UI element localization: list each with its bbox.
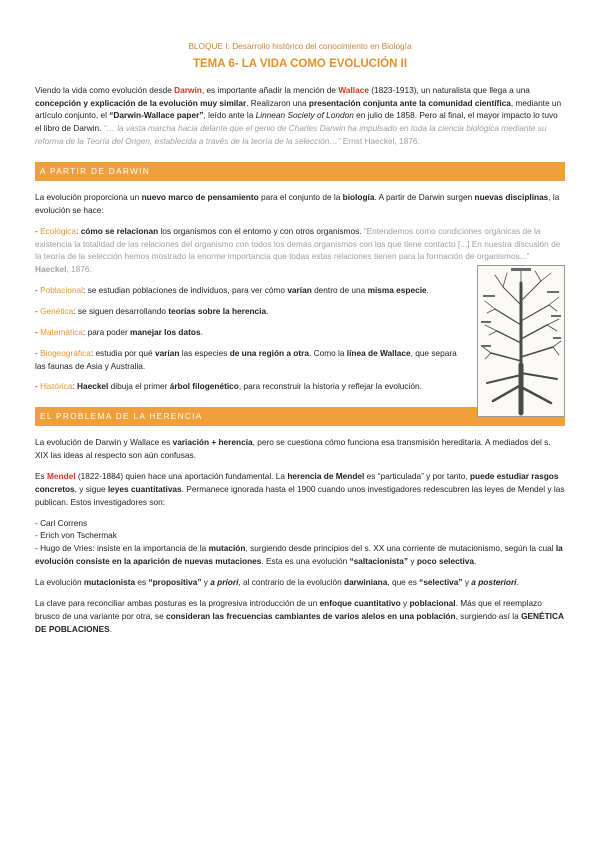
text: - Hugo de Vries: insiste en la importancia de la: [35, 543, 209, 554]
item-label: Matemática: [40, 326, 83, 337]
bold-text: manejar los datos: [130, 326, 201, 337]
text: , pero se cuestiona cómo funciona esa transmisión hereditaria. A mediados del s. XIX las ideas al respecto son aún confusas.: [35, 437, 551, 461]
text: , leído ante la: [203, 110, 256, 121]
bold-text: “saltacionista”: [349, 556, 409, 567]
bold-text: de una región a otra: [229, 347, 309, 358]
text: . Permanece ignorada hasta el 1900 cuando unos investigadores redescubren las leyes de Mendel y las publican. Estos investigadores son:: [35, 483, 565, 507]
bold-text: misma especie: [367, 285, 427, 296]
bold-text: nuevas disciplinas: [474, 191, 549, 202]
quote-citation: Ernst Haeckel, 1876.: [340, 136, 420, 147]
italic-text: Linnean Society of London: [255, 110, 354, 121]
text: los organismos con el entorno y con otros organismos.: [158, 225, 364, 236]
bold-text: poco selectiva: [416, 556, 475, 567]
intro-paragraph: [35, 84, 565, 148]
dash: -: [35, 285, 41, 296]
text: (1822-1884) quien hace una aportación fundamental. La: [75, 471, 288, 481]
text: , que separa las faunas de Asia y Australia.: [35, 347, 457, 371]
name-wallace: Wallace: [338, 84, 369, 95]
herencia-paragraph-mendel: [35, 470, 565, 509]
text: .: [109, 623, 112, 634]
text: .: [474, 556, 477, 567]
text: :: [72, 381, 77, 392]
text: dibuja el primer: [108, 381, 170, 392]
section-heading-herencia: EL PROBLEMA DE LA HERENCIA: [35, 407, 565, 426]
text: : se siguen desarrollando: [73, 305, 169, 316]
text: , la evolución se hace:: [35, 191, 560, 215]
dash: -: [35, 381, 41, 392]
darwin-intro-paragraph: [35, 191, 565, 217]
section-darwin: [35, 191, 565, 393]
name-darwin: Darwin: [174, 84, 202, 95]
bold-text: la evolución consiste en la aparición de nuevas mutaciones: [35, 543, 563, 567]
text: , surgiendo así la: [455, 610, 522, 621]
text: La evolución de Darwin y Wallace es: [35, 437, 173, 448]
list-item: [35, 542, 565, 568]
bold-text: variación + herencia: [172, 437, 253, 448]
name-mendel: Mendel: [47, 471, 76, 481]
bold-text: varían: [154, 347, 180, 358]
bold-italic-text: a posteriori: [471, 577, 517, 588]
bold-text: consideran las frecuencias cambiantes de varios alelos en una población: [165, 610, 456, 621]
text: , al contrario de la evolución: [238, 577, 344, 588]
bold-text: biología: [342, 191, 375, 202]
text: :: [76, 225, 81, 236]
bold-text: “selectiva”: [419, 577, 463, 588]
text: , surgiendo desde principios del s. XX una corriente de mutacionismo, según la cual: [245, 543, 556, 554]
item-historica: [35, 380, 469, 393]
text: .: [200, 326, 203, 337]
haeckel-quote: “Entendemos como condiciones orgánicas de la existencia la totalidad de las relaciones del organismo con todos los demás organismos con los que tiene contacto [...] En nuestra discusión de la teoría de la selección hemos mostrado la enorme importancia que todas estas relaciones tienen para la formación de organismos...”: [35, 225, 561, 262]
text: y: [400, 597, 410, 608]
bold-text: leyes cuantitativas: [107, 483, 182, 494]
item-genetica: [35, 305, 469, 318]
bold-text: mutación: [208, 543, 246, 554]
text: es “particulada” y por tanto,: [364, 471, 470, 481]
bold-text: herencia de Mendel: [287, 471, 365, 481]
text: , y sigue: [74, 483, 108, 494]
bold-text: concepción y explicación de la evolución muy similar: [35, 97, 247, 108]
bold-text: varían: [287, 285, 312, 296]
item-label: Genética: [40, 305, 74, 316]
herencia-paragraph-mutacionista: [35, 576, 565, 589]
text: La evolución proporciona un: [35, 191, 142, 202]
bold-text: poblacional: [409, 597, 456, 608]
text: dentro de una: [311, 285, 368, 296]
herencia-paragraph-1: [35, 436, 565, 462]
text: y: [408, 556, 417, 567]
item-label: Biogeográfica: [40, 347, 91, 358]
bold-text: enfoque cuantitativo: [319, 597, 401, 608]
text: (1823-1913), un naturalista que llega a una: [368, 84, 530, 95]
text: , es importante añadir la mención de: [201, 84, 339, 95]
bold-text: teorías sobre la herencia: [168, 305, 267, 316]
item-poblacional: [35, 284, 469, 297]
bold-text: “Darwin-Wallace paper”: [109, 110, 204, 121]
bold-text: puede estudiar rasgos concretos: [35, 471, 559, 494]
dash: -: [35, 326, 41, 337]
item-label: Histórica: [40, 381, 73, 392]
item-biogeografica: [35, 347, 469, 373]
quote-author: Haeckel: [35, 264, 67, 275]
researcher-list: [35, 517, 565, 568]
page-title: TEMA 6- LA VIDA COMO EVOLUCIÓN II: [192, 57, 408, 70]
dash: -: [35, 347, 41, 358]
dash: -: [35, 225, 41, 236]
text: las especies: [179, 347, 230, 358]
item-matematica: [35, 326, 469, 339]
item-label: Poblacional: [40, 285, 83, 296]
bold-text: darwiniana: [344, 577, 388, 588]
bold-text: presentación conjunta ante la comunidad científica: [308, 97, 511, 108]
text: para el conjunto de la: [258, 191, 343, 202]
bold-text: árbol filogenético: [169, 381, 239, 392]
text: . Esta es una evolución: [261, 556, 350, 567]
text: Es: [35, 471, 47, 481]
item-label: Ecológica: [40, 225, 77, 236]
bold-text: mutacionista: [83, 577, 136, 588]
text: , para reconstruir la historia y reflejar la evolución.: [238, 381, 422, 392]
text: . Como la: [308, 347, 347, 358]
bold-text: “propositiva”: [148, 577, 202, 588]
herencia-paragraph-poblaciones: [35, 597, 565, 636]
text: en julio de 1858. Pero al final, el mayor impacto lo tuvo el libro de Darwin.: [35, 110, 558, 134]
bold-text: nuevo marco de pensamiento: [141, 191, 259, 202]
text: : estudia por qué: [90, 347, 155, 358]
haeckel-quote: “… la vasta marcha hacia delante que el genio de Charles Darwin ha impulsado en toda la ciencia biológica mediante su reforma de la Teoría del Origen, establecida a través de la teoría de la selección…”: [35, 123, 547, 147]
quote-year: , 1876.: [66, 264, 92, 275]
text: , que es: [387, 577, 420, 588]
phylogenetic-tree-illustration: [477, 265, 565, 417]
text: , mediante un artículo conjunto, el: [35, 97, 562, 121]
bold-text: cómo se relacionan: [80, 225, 159, 236]
text: La evolución: [35, 577, 84, 588]
bold-text: línea de Wallace: [346, 347, 411, 358]
text: Viendo la vida como evolución desde: [35, 84, 175, 95]
text: : se estudian poblaciones de individuos, para ver cómo: [82, 285, 288, 296]
text: La clave para reconciliar ambas posturas es la progresiva introducción de un: [35, 597, 320, 608]
bold-text: GENÉTICA DE POBLACIONES: [35, 610, 564, 634]
text: . A partir de Darwin surgen: [374, 191, 475, 202]
text: y: [462, 577, 472, 588]
dash: -: [35, 305, 41, 316]
text: .: [426, 285, 429, 296]
text: y: [201, 577, 211, 588]
text: . Más que el reemplazo brusco de una variante por otra, se: [35, 597, 542, 621]
section-heading-darwin: A PARTIR DE DARWIN: [35, 162, 565, 181]
text: .: [266, 305, 269, 316]
block-kicker: BLOQUE I: Desarrollo histórico del conocimiento en Biología: [188, 41, 412, 51]
text: .: [516, 577, 519, 588]
bold-text: Haeckel: [76, 381, 109, 392]
bold-italic-text: a priori: [210, 577, 239, 588]
text: : para poder: [82, 326, 131, 337]
text: . Realizaron una: [246, 97, 309, 108]
list-item: - Erich von Tschermak: [35, 530, 117, 541]
text: es: [135, 577, 149, 588]
list-item: - Carl Correns: [35, 517, 88, 528]
